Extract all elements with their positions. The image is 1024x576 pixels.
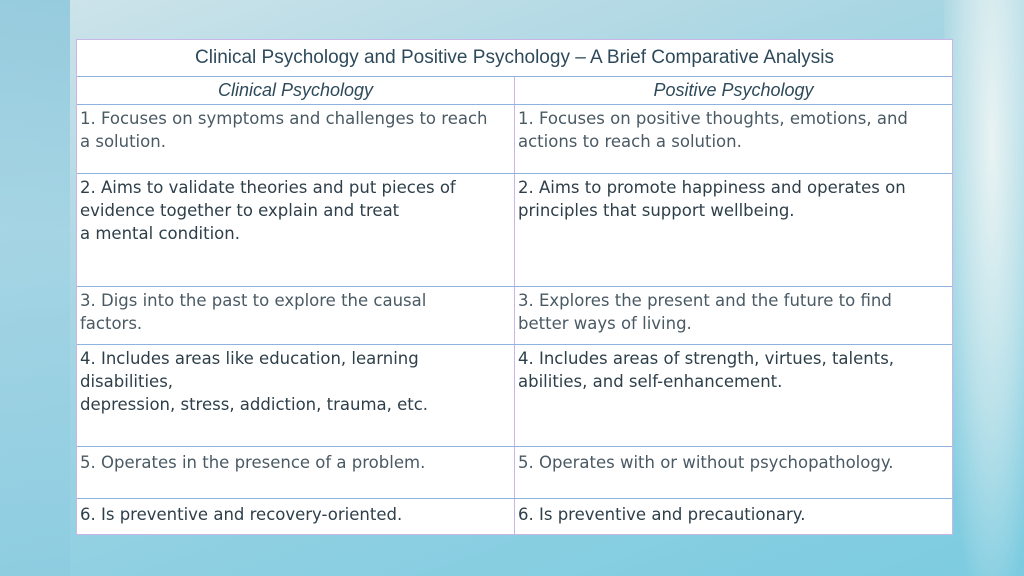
clinical-cell: 6. Is preventive and recovery-oriented. <box>77 499 515 534</box>
background-haze-left <box>0 0 70 576</box>
table-row <box>77 105 952 174</box>
header-positive-psychology: Positive Psychology <box>653 80 814 100</box>
clinical-cell: 3. Digs into the past to explore the causal factors. <box>77 287 515 344</box>
table-row <box>77 287 952 345</box>
comparison-table <box>76 39 953 535</box>
clinical-cell: 1. Focuses on symptoms and challenges to reach a solution. <box>77 105 515 173</box>
table-row <box>77 499 952 534</box>
table-header-row <box>77 77 952 105</box>
clinical-cell: 4. Includes areas like education, learning disabilities, depression, stress, addiction, trauma, etc. <box>77 345 515 446</box>
table-title: Clinical Psychology and Positive Psychology – A Brief Comparative Analysis <box>77 40 952 77</box>
positive-cell: 4. Includes areas of strength, virtues, talents, abilities, and self-enhancement. <box>518 349 895 391</box>
table-row <box>77 174 952 287</box>
positive-cell: 1. Focuses on positive thoughts, emotions, and actions to reach a solution. <box>518 109 908 151</box>
header-clinical-psychology: Clinical Psychology <box>77 77 515 104</box>
positive-cell: 2. Aims to promote happiness and operates on principles that support wellbeing. <box>518 178 906 220</box>
positive-cell: 6. Is preventive and precautionary. <box>518 505 806 524</box>
positive-cell: 3. Explores the present and the future to find better ways of living. <box>518 291 892 333</box>
table-row <box>77 345 952 447</box>
clinical-cell: 5. Operates in the presence of a problem. <box>77 447 515 498</box>
background-haze-right <box>944 0 1024 576</box>
positive-cell: 5. Operates with or without psychopathology. <box>518 453 894 472</box>
clinical-cell: 2. Aims to validate theories and put pieces of evidence together to explain and treat a mental condition. <box>77 174 515 286</box>
table-row <box>77 447 952 499</box>
